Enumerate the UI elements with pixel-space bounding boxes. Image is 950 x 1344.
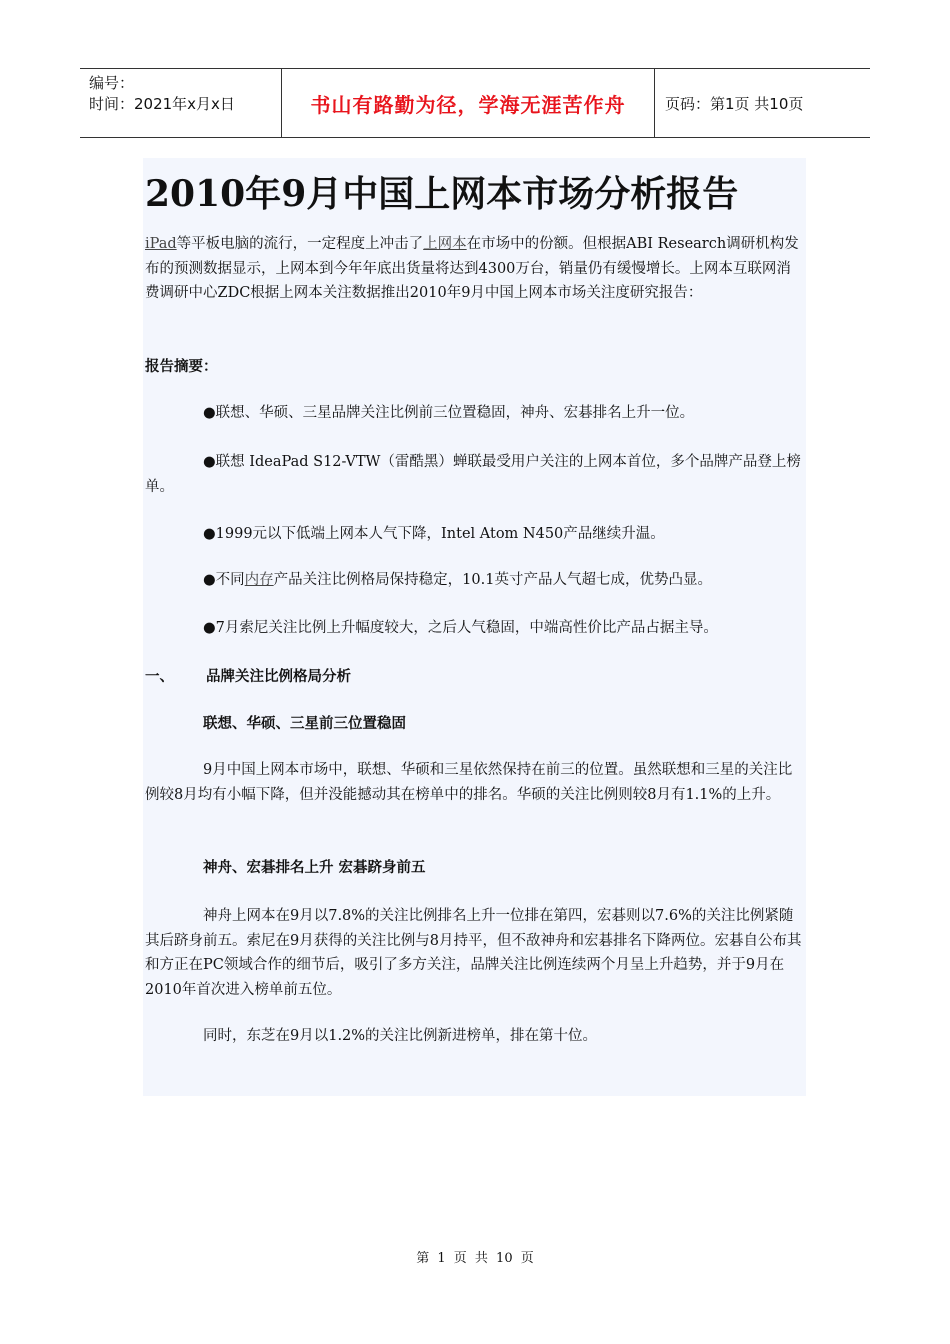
section-1-paragraph-3: 同时，东芝在9月以1.2%的关注比例新进榜单，排在第十位。 <box>203 1028 598 1044</box>
bullet-4-post: 产品关注比例格局保持稳定，10.1英寸产品人气超七成，优势凸显。 <box>273 572 712 588</box>
intro-paragraph <box>145 232 805 306</box>
header-page-cell <box>655 69 870 137</box>
subheading-1: 联想、华硕、三星前三位置稳固 <box>203 716 406 732</box>
bullet-3: ●1999元以下低端上网本人气下降，Intel Atom N450产品继续升温。 <box>203 526 665 542</box>
ipad-link[interactable]: iPad <box>145 236 177 252</box>
header-motto-cell <box>282 69 655 137</box>
section-1-paragraph-2: 神舟上网本在9月以7.8%的关注比例排名上升一位排在第四，宏碁则以7.6%的关注比例紧随其后跻身前五。索尼在9月获得的关注比例与8月持平，但不敌神舟和宏碁排名下降两位。宏碁自公布其和方正在PC领域合作的细节后，吸引了多方关注，品牌关注比例连续两个月呈上升趋势，并于9月在2010年首次进入榜单前五位。 <box>145 908 802 998</box>
bullet-1: ●联想、华硕、三星品牌关注比例前三位置稳固，神舟、宏碁排名上升一位。 <box>203 405 695 421</box>
section-1-title: 品牌关注比例格局分析 <box>206 669 351 685</box>
bullet-5: ●7月索尼关注比例上升幅度较大，之后人气稳固，中端高性价比产品占据主导。 <box>203 620 718 636</box>
section-1-paragraph-1: 9月中国上网本市场中，联想、华硕和三星依然保持在前三的位置。虽然联想和三星的关注比例较8月均有小幅下降，但并没能撼动其在榜单中的排名。华硕的关注比例则较8月有1.1%的上升。 <box>145 762 793 803</box>
page-header <box>80 68 870 138</box>
number-label: 编号： <box>89 74 135 92</box>
bullet-2: ●联想 IdeaPad S12-VTW（雷酷黑）蝉联最受用户关注的上网本首位，多个品牌产品登上榜单。 <box>145 454 801 495</box>
motto: 书山有路勤为径，学海无涯苦作舟 <box>310 92 626 117</box>
memory-link[interactable]: 内存 <box>244 572 274 588</box>
bullet-4-pre: ●不同 <box>203 572 245 588</box>
page-footer: 第 1 页 共 10 页 <box>416 1251 534 1266</box>
page-label: 页码：第1页 共10页 <box>665 94 804 113</box>
time-label: 时间：2021年x月x日 <box>89 95 235 113</box>
header-meta <box>80 69 282 137</box>
intro-text-2: 在市场中的份额。但根据ABI Research调研机构发布的预测数据显示，上网本到今年年底出货量将达到4300万台，销量仍有缓慢增长。上网本互联网消费调研中心ZDC根据上网本关注数据推出2010年9月中国上网本市场关注度研究报告： <box>145 236 799 301</box>
intro-text-1: 等平板电脑的流行，一定程度上冲击了 <box>176 236 424 252</box>
document-body <box>143 158 806 1096</box>
summary-heading: 报告摘要： <box>145 359 218 375</box>
section-1-heading <box>145 665 805 690</box>
page-title: 2010年9月中国上网本市场分析报告 <box>145 173 739 215</box>
subheading-2: 神舟、宏碁排名上升 宏碁跻身前五 <box>203 860 426 876</box>
netbook-link[interactable]: 上网本 <box>423 236 467 252</box>
bullet-4 <box>145 568 805 593</box>
section-1-number: 一、 <box>145 669 174 685</box>
